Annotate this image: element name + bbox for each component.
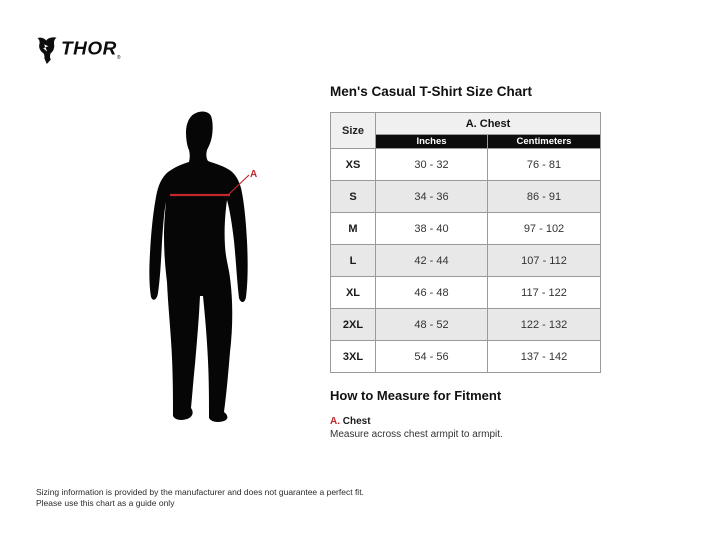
measure-name: Chest: [342, 416, 371, 427]
measure-key: A.: [330, 416, 340, 427]
inches-cell: 54 - 56: [376, 341, 488, 373]
inches-cell: 34 - 36: [376, 181, 488, 213]
table-row: [331, 277, 601, 309]
table-row: [331, 149, 601, 181]
size-cell: XS: [331, 149, 376, 181]
measure-guide: [330, 388, 610, 440]
centimeters-cell: 76 - 81: [488, 149, 601, 181]
size-cell: XL: [331, 277, 376, 309]
inches-column-header: Inches: [376, 135, 488, 149]
body-shape: [149, 112, 247, 422]
centimeters-cell: 97 - 102: [488, 213, 601, 245]
inches-cell: 30 - 32: [376, 149, 488, 181]
registered-mark: ®: [116, 55, 121, 61]
centimeters-column-header: Centimeters: [488, 135, 601, 149]
size-table: [330, 112, 601, 373]
brand-logo: [35, 36, 121, 64]
size-cell: M: [331, 213, 376, 245]
measure-item-chest-label: [330, 416, 610, 427]
table-row: [331, 341, 601, 373]
measure-guide-title: How to Measure for Fitment: [330, 388, 502, 403]
body-silhouette-figure: [120, 85, 320, 445]
chest-measure-label: A: [250, 169, 258, 180]
inches-cell: 46 - 48: [376, 277, 488, 309]
inches-cell: 38 - 40: [376, 213, 488, 245]
male-silhouette: [120, 85, 320, 445]
centimeters-cell: 107 - 112: [488, 245, 601, 277]
inches-cell: 48 - 52: [376, 309, 488, 341]
inches-cell: 42 - 44: [376, 245, 488, 277]
centimeters-cell: 117 - 122: [488, 277, 601, 309]
disclaimer-line-2: Please use this chart as a guide only: [36, 498, 175, 508]
centimeters-cell: 86 - 91: [488, 181, 601, 213]
measure-item-chest-description: Measure across chest armpit to armpit.: [330, 429, 503, 440]
size-cell: L: [331, 245, 376, 277]
centimeters-cell: 137 - 142: [488, 341, 601, 373]
centimeters-cell: 122 - 132: [488, 309, 601, 341]
thor-horned-head-icon: [35, 37, 59, 64]
disclaimer-line-1: Sizing information is provided by the manufacturer and does not guarantee a perfect fit.: [36, 487, 364, 497]
size-cell: 3XL: [331, 341, 376, 373]
table-row: [331, 213, 601, 245]
table-row: [331, 181, 601, 213]
size-cell: 2XL: [331, 309, 376, 341]
table-row: [331, 245, 601, 277]
disclaimer: [36, 487, 364, 509]
table-row: [331, 309, 601, 341]
brand-wordmark: THOR: [61, 39, 117, 60]
size-chart-title: Men's Casual T-Shirt Size Chart: [330, 84, 533, 99]
chest-group-header: A. Chest: [376, 113, 601, 135]
size-column-header: Size: [331, 113, 376, 149]
size-cell: S: [331, 181, 376, 213]
